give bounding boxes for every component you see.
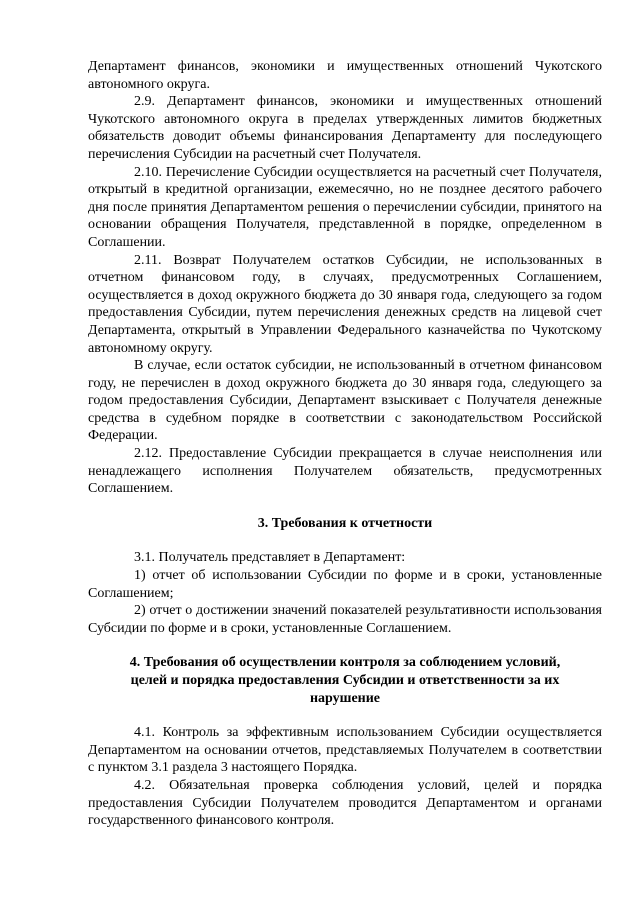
paragraph-4-1: 4.1. Контроль за эффективным использованием Субсидии осуществляется Департаментом на основании отчетов, представляемых Получателем в соответствии с пунктом 3.1 раздела 3 настоящего Порядка.	[88, 725, 602, 776]
paragraph-3-1-item-1: 1) отчет об использовании Субсидии по форме и в сроки, установленные Соглашением;	[88, 568, 602, 601]
section-4-heading: 4. Требования об осуществлении контроля за соблюдением условий, целей и порядка предоставления Субсидии и ответственности за их нарушение	[129, 655, 561, 706]
paragraph-2-9: 2.9. Департамент финансов, экономики и имущественных отношений Чукотского автономного округа в пределах утвержденных лимитов бюджетных обязательств доводит объемы финансирования Департаменту для последующего перечисления Субсидии на расчетный счет Получателя.	[88, 94, 602, 162]
section-3-heading: 3. Требования к отчетности	[257, 515, 433, 531]
paragraph-4-2: 4.2. Обязательная проверка соблюдения условий, целей и порядка предоставления Субсидии Получателем проводится Департаментом и органами государственного финансового контроля.	[88, 777, 602, 829]
paragraph-2-12: 2.12. Предоставление Субсидии прекращается в случае неисполнения или ненадлежащего исполнения Получателем обязательств, предусмотренных Соглашением.	[88, 446, 602, 497]
paragraph-3-1-item-2: 2) отчет о достижении значений показателей результативности использования Субсидии по форме и в сроки, установленные Соглашением.	[88, 603, 602, 636]
paragraph-2-11-case: В случае, если остаток субсидии, не использованный в отчетном финансовом году, не перечислен в доход окружного бюджета до 30 января года, следующего за годом предоставления Субсидии, Департамент взыскивает с Получателя денежные средства в судебном порядке в соответствии с законодательством Российской Федерации.	[88, 358, 602, 444]
paragraph-2-11: 2.11. Возврат Получателем остатков Субсидии, не использованных в отчетном финансовом году, в случаях, предусмотренных Соглашением, осуществляется в доход окружного бюджета до 30 января года, следующего за годом предоставления Субсидии, путем перечисления денежных средств на лицевой счет Департамента, открытый в Управлении Федерального казначейства по Чукотскому автономному округу.	[88, 252, 602, 356]
paragraph-2-10: 2.10. Перечисление Субсидии осуществляется на расчетный счет Получателя, открытый в кредитной организации, ежемесячно, но не позднее десятого рабочего дня после принятия Департаментом решения о перечислении субсидии, принятого на основании обращения Получателя, представленной в порядке, определенном в Соглашении.	[88, 164, 602, 250]
paragraph-3-1: 3.1. Получатель представляет в Департамент:	[134, 550, 406, 566]
paragraph-continuation: Департамент финансов, экономики и имущественных отношений Чукотского автономного округа.	[88, 59, 602, 92]
